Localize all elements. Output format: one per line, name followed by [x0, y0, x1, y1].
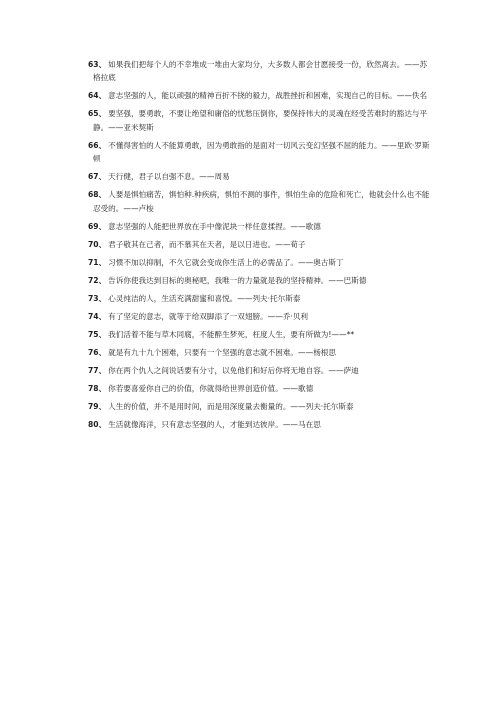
quote-item	[88, 418, 432, 431]
quote-item	[88, 188, 432, 215]
quote-item	[88, 89, 432, 102]
quote-text: 如果我们把每个人的不幸堆成一堆由大家均分，大多数人都会甘愿接受一份，欣然离去。——苏格拉底	[93, 60, 428, 83]
quote-text: 有了坚定的意志，就等于给双脚添了一双翅膀。——乔·贝利	[108, 311, 309, 321]
quote-item	[88, 220, 432, 233]
quote-text: 你若要喜爱你自己的价值，你就得给世界创造价值。——歌德	[108, 383, 314, 393]
quote-number: 63、	[88, 60, 107, 69]
quote-number: 80、	[88, 419, 107, 429]
quote-item	[88, 107, 432, 134]
quote-text: 就是有九十九个困难，只要有一个坚强的意志就不困难。——杨根思	[108, 347, 336, 357]
quote-item	[88, 346, 432, 359]
quote-number: 72、	[88, 275, 107, 285]
quote-number: 74、	[88, 311, 107, 321]
quote-text: 要坚强，要勇敢，不要让绝望和庸俗的忧愁压倒你，要保持伟大的灵魂在经受苦难时的豁达与平静。——亚米契斯	[93, 109, 428, 132]
quote-number: 75、	[88, 329, 107, 339]
quote-text: 意志坚强的人，能以顽强的精神百折不挠的毅力，战胜挫折和困难，实现自己的目标。——佚名	[108, 91, 428, 101]
quote-text: 人要是惧怕痛苦，惧怕种.种疾病，惧怕不测的事件，惧怕生命的危险和死亡，他就会什么也不能忍受的。——卢梭	[93, 190, 430, 213]
quote-text: 心灵纯洁的人，生活充满甜蜜和喜悦。——列夫·托尔斯泰	[108, 293, 301, 303]
quote-item	[88, 238, 432, 251]
quote-text: 生活就像海洋，只有意志坚强的人，才能到达彼岸。——马在思	[108, 419, 321, 429]
quote-item	[88, 274, 432, 287]
quote-number: 65、	[88, 109, 107, 119]
quote-number: 70、	[88, 239, 107, 249]
quote-text: 意志坚强的人能把世界放在手中像泥块一样任意揉捏。——歌德	[108, 221, 321, 231]
quote-text: 告诉你使我达到目标的奥秘吧，我唯一的力量就是我的坚持精神。——巴斯德	[108, 275, 367, 285]
quote-item	[88, 310, 432, 323]
quote-item	[88, 400, 432, 413]
quote-item	[88, 292, 432, 305]
quote-text: 你在两个仇人之间说话要有分寸，以免他们和好后你将无地自容。——萨迪	[108, 365, 359, 375]
quote-number: 66、	[88, 140, 107, 150]
quote-number: 76、	[88, 347, 107, 357]
quote-number: 79、	[88, 401, 107, 411]
quote-text: 不懂得害怕的人不能算勇敢，因为勇敢指的是面对一切风云变幻坚强不屈的能力。——里欧·罗斯顿	[93, 140, 430, 164]
quote-text: 君子敬其在己者，而不慕其在天者，是以日进也。——荀子	[108, 239, 306, 249]
quote-item	[88, 328, 432, 341]
quote-number: 77、	[88, 365, 107, 375]
quote-number: 71、	[88, 257, 107, 267]
quote-number: 68、	[88, 190, 107, 200]
quote-item	[88, 364, 432, 377]
quote-item	[88, 139, 432, 166]
quote-item	[88, 170, 432, 183]
quote-number: 64、	[88, 91, 107, 101]
quote-list	[88, 58, 432, 436]
quote-item	[88, 256, 432, 269]
quote-number: 78、	[88, 383, 107, 393]
quote-item	[88, 58, 432, 85]
quote-text: 习惯不加以抑制，不久它就会变成你生活上的必需品了。——奥古斯丁	[108, 257, 344, 267]
quote-number: 67、	[88, 172, 107, 182]
quote-text: 天行健，君子以自强不息。——周易	[108, 172, 230, 182]
quote-number: 73、	[88, 293, 107, 303]
quote-text: 我们活着不能与草木同腐，不能醉生梦死，枉度人生，要有所做为!——**	[108, 329, 355, 339]
quote-item	[88, 382, 432, 395]
quote-number: 69、	[88, 221, 107, 231]
quote-text: 人生的价值，并不是用时间，而是用深度量去衡量的。——列夫·托尔斯泰	[108, 401, 354, 411]
